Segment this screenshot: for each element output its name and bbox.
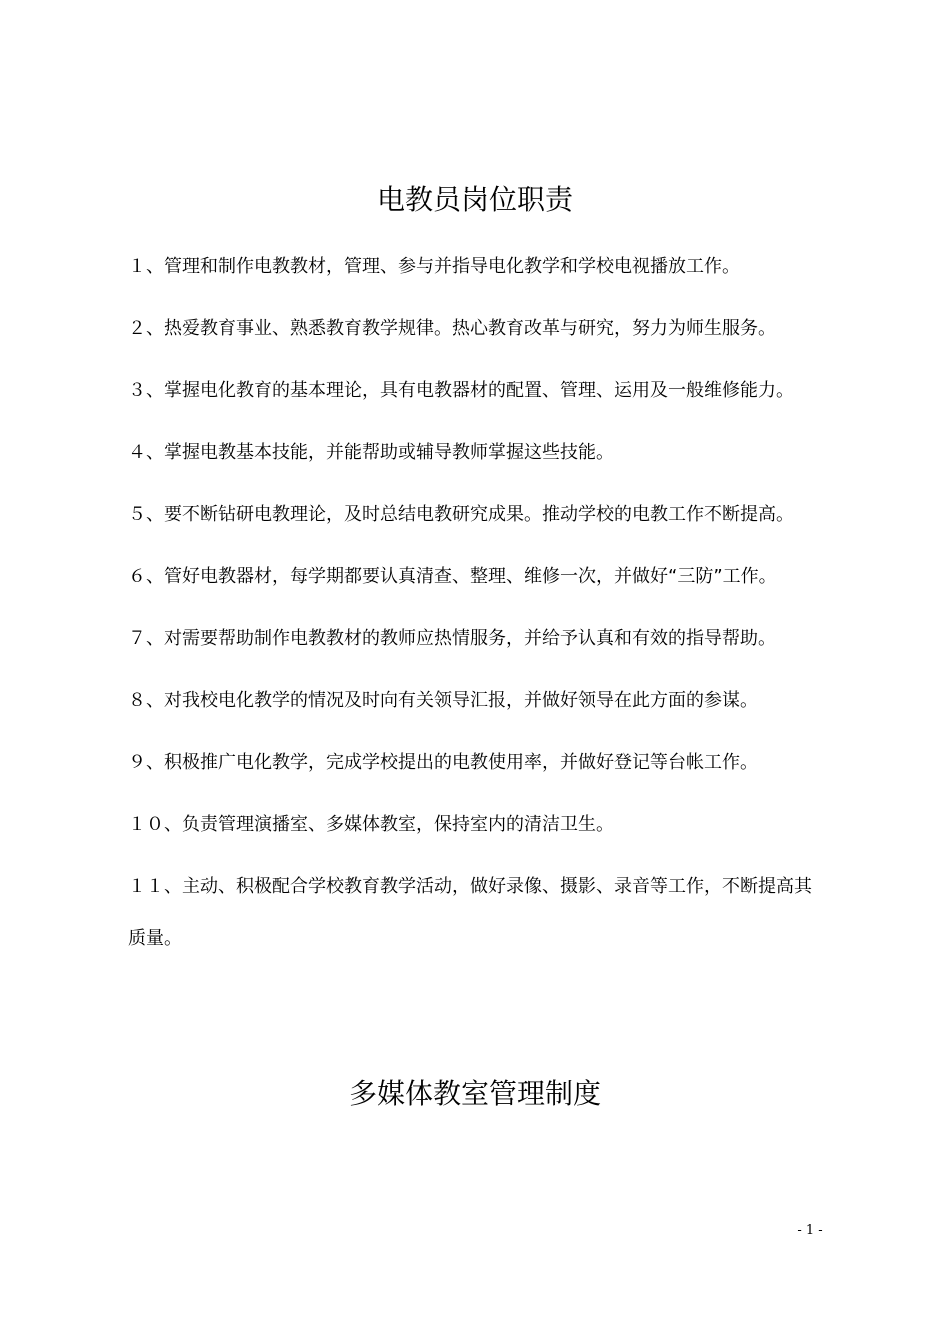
list-item: ６、管好电教器材，每学期都要认真清查、整理、维修一次，并做好“三防”工作。 — [128, 566, 777, 587]
document-title: 电教员岗位职责 — [376, 183, 573, 216]
list-item: １１、主动、积极配合学校教育教学活动，做好录像、摄影、录音等工作，不断提高其质量。 — [128, 876, 812, 949]
section-title: 多媒体教室管理制度 — [348, 1077, 601, 1110]
list-item: ８、对我校电化教学的情况及时向有关领导汇报，并做好领导在此方面的参谋。 — [128, 690, 758, 711]
list-item: ７、对需要帮助制作电教教材的教师应热情服务，并给予认真和有效的指导帮助。 — [128, 628, 776, 649]
list-item: １０、负责管理演播室、多媒体教室，保持室内的清洁卫生。 — [128, 814, 614, 835]
duty-list — [128, 254, 828, 1001]
list-item: ３、掌握电化教育的基本理论，具有电教器材的配置、管理、运用及一般维修能力。 — [128, 380, 794, 401]
list-item: １、管理和制作电教教材，管理、参与并指导电化教学和学校电视播放工作。 — [128, 256, 740, 277]
list-item: ９、积极推广电化教学，完成学校提出的电教使用率，并做好登记等台帐工作。 — [128, 752, 758, 773]
list-item: ５、要不断钻研电教理论，及时总结电教研究成果。推动学校的电教工作不断提高。 — [128, 504, 794, 525]
page-number: - 1 - — [797, 1223, 823, 1238]
list-item: ２、热爱教育事业、熟悉教育教学规律。热心教育改革与研究，努力为师生服务。 — [128, 318, 776, 339]
list-item: ４、掌握电教基本技能，并能帮助或辅导教师掌握这些技能。 — [128, 442, 614, 463]
